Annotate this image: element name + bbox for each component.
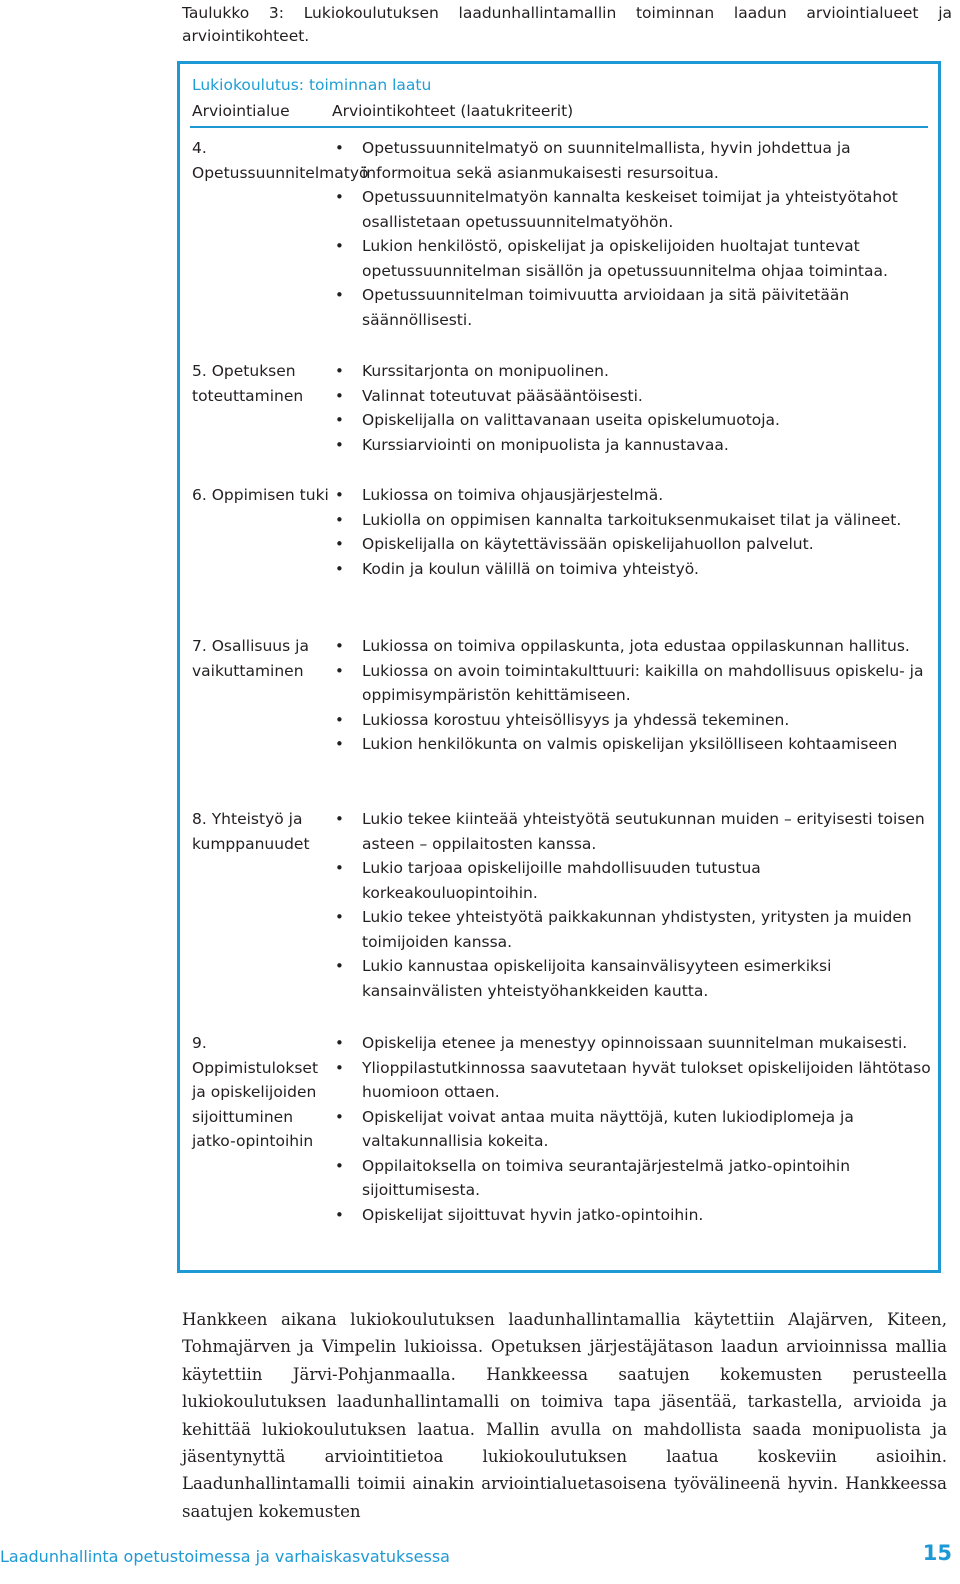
bullet-icon: • <box>335 237 344 255</box>
bullet-icon: • <box>335 1058 344 1077</box>
list-item: • Lukiossa on toimiva oppilaskunta, jota edustaa oppilaskunnan hallitus. <box>331 634 933 659</box>
bullet-icon: • <box>335 1156 344 1175</box>
list-item: • Valinnat toteutuvat pääsääntöisesti. <box>331 384 933 409</box>
list-item: • Lukiolla on oppimisen kannalta tarkoituksenmukaiset tilat ja välineet. <box>331 508 933 533</box>
list-item: • Lukio tekee yhteistyötä paikkakunnan yhdistysten, yritysten ja muiden toimijoiden kanssa. <box>331 905 933 954</box>
bullet-icon: • <box>335 510 344 529</box>
footer-title: Laadunhallinta opetustoimessa ja varhaiskasvatuksessa <box>0 1547 450 1566</box>
body-paragraph: Hankkeen aikana lukiokoulutuksen laadunhallintamallia käytettiin Alajärven, Kiteen, Tohmajärven ja Vimpelin lukioissa. Opetuksen järjestäjätason laadun arvioinnissa mallia käytettiin Järvi-Pohjanmaalla. Hankkeessa saatujen kokemusten perusteella lukiokoulutuksen laadunhallintamalli on toimiva tapa jäsentää, tarkastella, arvioida ja kehittää lukiokoulutuksen laatua. Mallin avulla on mahdollista saada monipuolista ja jäsentynyttä arviointitietoa lukiokoulutuksen laatua koskeviin asioihin. Laadunhallintamalli toimii ainakin arviointialuetasoisena työvälineenä hyvin. Hankkeessa saatujen kokemusten <box>182 1310 947 1521</box>
row-area: 4. Opetussuunnitelmatyö <box>192 139 369 182</box>
list-item: • Ylioppilastutkinnossa saavutetaan hyvät tulokset opiskelijoiden lähtötaso huomioon ottaen. <box>331 1056 933 1105</box>
bullet-icon: • <box>335 908 344 926</box>
bullet-icon: • <box>335 362 344 380</box>
criteria-list <box>331 359 933 457</box>
criteria-list <box>331 483 933 581</box>
bullet-icon: • <box>335 810 344 828</box>
criteria-list <box>331 634 933 757</box>
table-title: Lukiokoulutus: toiminnan laatu <box>192 76 432 94</box>
list-item: • Lukiossa korostuu yhteisöllisyys ja yhdessä tekeminen. <box>331 708 933 733</box>
bullet-icon: • <box>335 1107 344 1126</box>
bullet-icon: • <box>335 386 344 405</box>
list-item: • Kurssitarjonta on monipuolinen. <box>331 359 933 384</box>
bullet-icon: • <box>335 637 344 655</box>
column-header-criteria: Arviointikohteet (laatukriteerit) <box>332 102 574 120</box>
bullet-icon: • <box>335 139 344 157</box>
bullet-icon: • <box>335 1034 344 1052</box>
row-area: 9. Oppimistulokset ja opiskelijoiden sijoittuminen jatko-opintoihin <box>192 1034 319 1150</box>
list-item: • Lukion henkilökunta on valmis opiskelijan yksilölliseen kohtaamiseen <box>331 732 933 757</box>
list-item: • Lukiossa on toimiva ohjausjärjestelmä. <box>331 483 933 508</box>
bullet-icon: • <box>335 188 344 206</box>
list-item: • Opiskelija etenee ja menestyy opinnoissaan suunnitelman mukaisesti. <box>331 1031 933 1056</box>
bullet-icon: • <box>335 486 344 504</box>
criteria-list <box>331 807 933 1003</box>
row-area: 6. Oppimisen tuki <box>192 486 329 504</box>
row-area: 5. Opetuksen toteuttaminen <box>192 362 304 405</box>
list-item: • Opiskelijat voivat antaa muita näyttöjä, kuten lukiodiplomeja ja valtakunnallisia kokeita. <box>331 1105 933 1154</box>
column-header-area: Arviointialue <box>192 102 290 120</box>
bullet-icon: • <box>335 535 344 553</box>
list-item: • Lukion henkilöstö, opiskelijat ja opiskelijoiden huoltajat tuntevat opetussuunnitelman sisällön ja opetussuunnitelma ohjaa toimintaa. <box>331 234 933 283</box>
bullet-icon: • <box>335 435 344 454</box>
list-item: • Lukio kannustaa opiskelijoita kansainvälisyyteen esimerkiksi kansainvälisten yhteistyöhankkeiden kautta. <box>331 954 933 1003</box>
bullet-icon: • <box>335 859 344 877</box>
list-item: • Kodin ja koulun välillä on toimiva yhteistyö. <box>331 557 933 582</box>
bullet-icon: • <box>335 710 344 729</box>
list-item: • Opetussuunnitelmatyön kannalta keskeiset toimijat ja yhteistyötahot osallistetaan opetussuunnitelmatyöhön. <box>331 185 933 234</box>
list-item: • Oppilaitoksella on toimiva seurantajärjestelmä jatko-opintoihin sijoittumisesta. <box>331 1154 933 1203</box>
list-item: • Opiskelijalla on valittavanaan useita opiskelumuotoja. <box>331 408 933 433</box>
list-item: • Opiskelijat sijoittuvat hyvin jatko-opintoihin. <box>331 1203 933 1228</box>
bullet-icon: • <box>335 1205 344 1224</box>
list-item: • Lukio tekee kiinteää yhteistyötä seutukunnan muiden – erityisesti toisen asteen – oppilaitosten kanssa. <box>331 807 933 856</box>
page-number: 15 <box>922 1541 952 1565</box>
row-area: 7. Osallisuus ja vaikuttaminen <box>192 637 309 680</box>
criteria-list <box>331 136 933 332</box>
bullet-icon: • <box>335 286 344 304</box>
row-area: 8. Yhteistyö ja kumppanuudet <box>192 810 310 853</box>
list-item: • Opiskelijalla on käytettävissään opiskelijahuollon palvelut. <box>331 532 933 557</box>
list-item: • Kurssiarviointi on monipuolista ja kannustavaa. <box>331 433 933 458</box>
bullet-icon: • <box>335 735 344 753</box>
bullet-icon: • <box>335 957 344 975</box>
table-caption: Taulukko 3: Lukiokoulutuksen laadunhallintamallin toiminnan laadun arviointialueet ja arviointikohteet. <box>182 4 952 45</box>
list-item: • Opetussuunnitelmatyö on suunnitelmallista, hyvin johdettua ja informoitua sekä asianmukaisesti resursoitua. <box>331 136 933 185</box>
list-item: • Opetussuunnitelman toimivuutta arvioidaan ja sitä päivitetään säännöllisesti. <box>331 283 933 332</box>
bullet-icon: • <box>335 559 344 578</box>
quality-table <box>177 61 941 1273</box>
bullet-icon: • <box>335 411 344 429</box>
bullet-icon: • <box>335 661 344 680</box>
list-item: • Lukiossa on avoin toimintakulttuuri: kaikilla on mahdollisuus opiskelu- ja oppimisympäristön kehittämiseen. <box>331 659 933 708</box>
criteria-list <box>331 1031 933 1227</box>
list-item: • Lukio tarjoaa opiskelijoille mahdollisuuden tutustua korkeakouluopintoihin. <box>331 856 933 905</box>
header-divider <box>190 126 928 128</box>
